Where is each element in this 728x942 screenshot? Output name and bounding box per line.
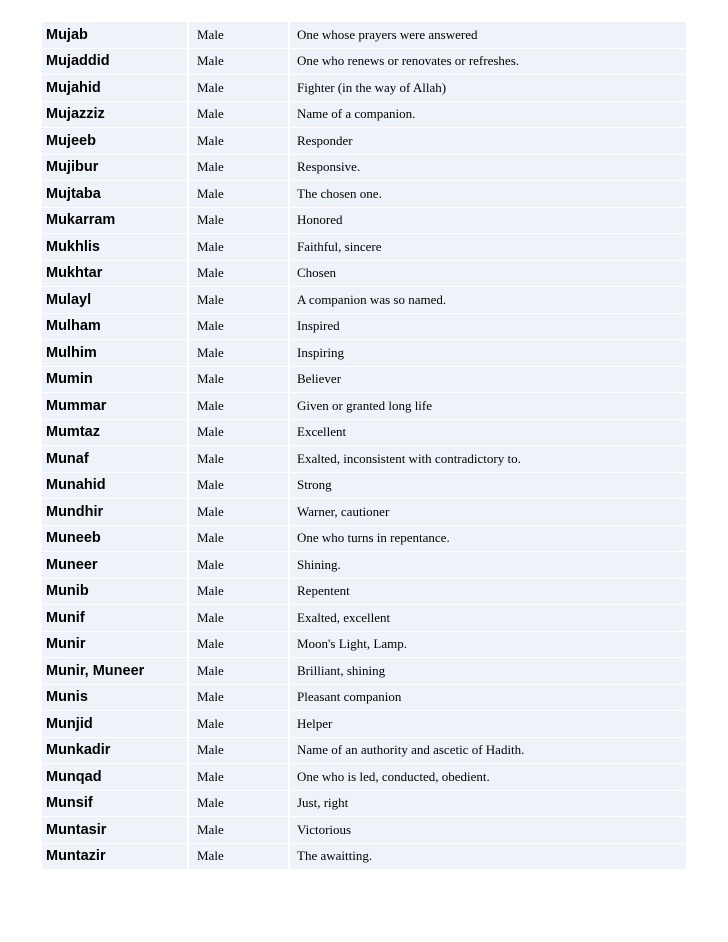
meaning-cell: Strong [289, 472, 686, 499]
table-row [42, 22, 686, 49]
name-cell: Mukhlis [42, 234, 188, 261]
meaning-cell: Inspired [289, 313, 686, 340]
table-row [42, 366, 686, 393]
name-cell: Mujazziz [42, 101, 188, 128]
name-cell: Munis [42, 684, 188, 711]
gender-cell: Male [188, 525, 289, 552]
meaning-cell: Honored [289, 207, 686, 234]
table-row [42, 737, 686, 764]
meaning-cell: Faithful, sincere [289, 234, 686, 261]
gender-cell: Male [188, 446, 289, 473]
table-row [42, 181, 686, 208]
meaning-cell: Just, right [289, 790, 686, 817]
name-cell: Munir, Muneer [42, 658, 188, 685]
meaning-cell: Believer [289, 366, 686, 393]
name-cell: Mujeeb [42, 128, 188, 155]
table-row [42, 260, 686, 287]
table-row [42, 631, 686, 658]
table-row [42, 313, 686, 340]
table-row [42, 128, 686, 155]
table-row [42, 578, 686, 605]
meaning-cell: One who turns in repentance. [289, 525, 686, 552]
table-row [42, 340, 686, 367]
table-row [42, 764, 686, 791]
table-row [42, 287, 686, 314]
table-row [42, 790, 686, 817]
name-cell: Mumin [42, 366, 188, 393]
table-row [42, 446, 686, 473]
gender-cell: Male [188, 790, 289, 817]
gender-cell: Male [188, 499, 289, 526]
name-cell: Munib [42, 578, 188, 605]
meaning-cell: Chosen [289, 260, 686, 287]
meaning-cell: Responder [289, 128, 686, 155]
name-cell: Mujahid [42, 75, 188, 102]
name-cell: Munir [42, 631, 188, 658]
gender-cell: Male [188, 605, 289, 632]
gender-cell: Male [188, 313, 289, 340]
gender-cell: Male [188, 75, 289, 102]
table-row [42, 711, 686, 738]
name-cell: Mukhtar [42, 260, 188, 287]
gender-cell: Male [188, 393, 289, 420]
gender-cell: Male [188, 472, 289, 499]
name-cell: Mulayl [42, 287, 188, 314]
table-row [42, 499, 686, 526]
name-cell: Munqad [42, 764, 188, 791]
meaning-cell: Pleasant companion [289, 684, 686, 711]
names-table-body [42, 22, 686, 870]
gender-cell: Male [188, 260, 289, 287]
gender-cell: Male [188, 22, 289, 49]
name-cell: Munahid [42, 472, 188, 499]
name-cell: Mujtaba [42, 181, 188, 208]
table-row [42, 684, 686, 711]
meaning-cell: Repentent [289, 578, 686, 605]
meaning-cell: Exalted, inconsistent with contradictory to. [289, 446, 686, 473]
name-cell: Mujab [42, 22, 188, 49]
table-row [42, 48, 686, 75]
table-row [42, 525, 686, 552]
gender-cell: Male [188, 101, 289, 128]
gender-cell: Male [188, 234, 289, 261]
name-cell: Muneer [42, 552, 188, 579]
gender-cell: Male [188, 764, 289, 791]
gender-cell: Male [188, 737, 289, 764]
meaning-cell: Name of a companion. [289, 101, 686, 128]
meaning-cell: Excellent [289, 419, 686, 446]
table-row [42, 472, 686, 499]
table-row [42, 234, 686, 261]
table-row [42, 552, 686, 579]
gender-cell: Male [188, 711, 289, 738]
gender-cell: Male [188, 552, 289, 579]
meaning-cell: A companion was so named. [289, 287, 686, 314]
gender-cell: Male [188, 684, 289, 711]
gender-cell: Male [188, 843, 289, 870]
name-cell: Muntasir [42, 817, 188, 844]
table-row [42, 75, 686, 102]
meaning-cell: Exalted, excellent [289, 605, 686, 632]
gender-cell: Male [188, 340, 289, 367]
meaning-cell: Name of an authority and ascetic of Hadith. [289, 737, 686, 764]
gender-cell: Male [188, 128, 289, 155]
gender-cell: Male [188, 287, 289, 314]
name-cell: Mumtaz [42, 419, 188, 446]
name-cell: Mukarram [42, 207, 188, 234]
gender-cell: Male [188, 154, 289, 181]
meaning-cell: Helper [289, 711, 686, 738]
meaning-cell: The chosen one. [289, 181, 686, 208]
table-row [42, 419, 686, 446]
meaning-cell: One who is led, conducted, obedient. [289, 764, 686, 791]
meaning-cell: One who renews or renovates or refreshes. [289, 48, 686, 75]
name-cell: Mujibur [42, 154, 188, 181]
gender-cell: Male [188, 631, 289, 658]
name-cell: Mulhim [42, 340, 188, 367]
meaning-cell: Warner, cautioner [289, 499, 686, 526]
name-cell: Muntazir [42, 843, 188, 870]
meaning-cell: Brilliant, shining [289, 658, 686, 685]
table-row [42, 207, 686, 234]
name-cell: Muneeb [42, 525, 188, 552]
table-row [42, 843, 686, 870]
meaning-cell: Inspiring [289, 340, 686, 367]
gender-cell: Male [188, 366, 289, 393]
name-cell: Munjid [42, 711, 188, 738]
name-cell: Munkadir [42, 737, 188, 764]
table-row [42, 393, 686, 420]
names-table [42, 21, 686, 870]
table-row [42, 817, 686, 844]
gender-cell: Male [188, 207, 289, 234]
table-row [42, 658, 686, 685]
name-cell: Munsif [42, 790, 188, 817]
gender-cell: Male [188, 181, 289, 208]
name-cell: Mujaddid [42, 48, 188, 75]
table-row [42, 605, 686, 632]
meaning-cell: Victorious [289, 817, 686, 844]
name-cell: Mundhir [42, 499, 188, 526]
name-cell: Mulham [42, 313, 188, 340]
meaning-cell: Fighter (in the way of Allah) [289, 75, 686, 102]
meaning-cell: Moon's Light, Lamp. [289, 631, 686, 658]
meaning-cell: Responsive. [289, 154, 686, 181]
meaning-cell: The awaitting. [289, 843, 686, 870]
name-cell: Mummar [42, 393, 188, 420]
meaning-cell: One whose prayers were answered [289, 22, 686, 49]
meaning-cell: Shining. [289, 552, 686, 579]
gender-cell: Male [188, 817, 289, 844]
table-row [42, 154, 686, 181]
name-cell: Munif [42, 605, 188, 632]
gender-cell: Male [188, 419, 289, 446]
name-cell: Munaf [42, 446, 188, 473]
gender-cell: Male [188, 658, 289, 685]
meaning-cell: Given or granted long life [289, 393, 686, 420]
gender-cell: Male [188, 48, 289, 75]
table-row [42, 101, 686, 128]
gender-cell: Male [188, 578, 289, 605]
